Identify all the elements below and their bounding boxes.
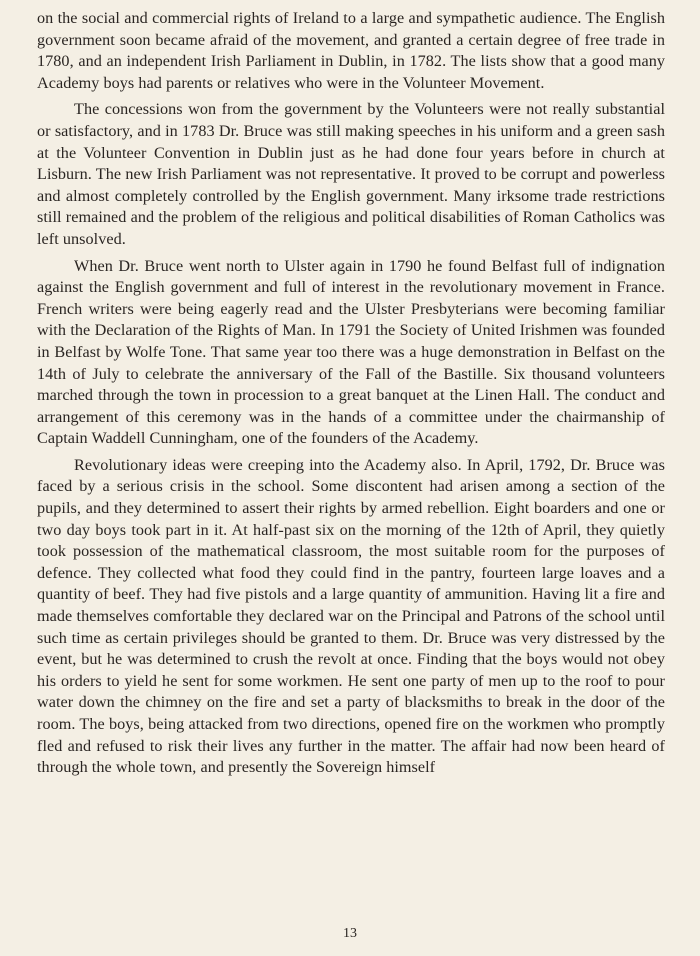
body-text [37,8,665,784]
page-number: 13 [343,926,357,941]
paragraph-volunteers-concessions: The concessions won from the government by the Volunteers were not really substantial or satisfactory, and in 1783 Dr. Bruce was still making speeches in his uniform and a green sash at the Volunteer Convention in Dublin just as he had done four years before in church at Lisburn. The new Irish Parliament was not representative. It proved to be corrupt and powerless and almost completely controlled by the English government. Many irksome trade restrictions still remained and the problem of the religious and political disabilities of Roman Catholics was left unsolved. [37,100,665,248]
paragraph-academy-revolt: Revolutionary ideas were creeping into the Academy also. In April, 1792, Dr. Bruce was faced by a serious crisis in the school. Some discontent had arisen among a section of the pupils, and they determined to assert their rights by armed rebellion. Eight boarders and one or two day boys took part in it. At half-past six on the morning of the 12th of April, they quietly took possession of the mathematical classroom, the most suitable room for the purposes of defence. They collected what food they could find in the pantry, fourteen large loaves and a quantity of beef. They had five pistols and a large quantity of ammunition. Having lit a fire and made themselves comfortable they declared war on the Principal and Patrons of the school until such time as certain privileges should be granted to them. Dr. Bruce was very distressed by the event, but he was determined to crush the revolt at once. Finding that the boys would not obey his orders to yield he sent for some workmen. He sent one party of men up to the roof to pour water down the chimney on the fire and set a party of blacksmiths to break in the door of the room. The boys, being attacked from two directions, opened fire on the workmen who promptly fled and refused to risk their lives any further in the matter. The affair had now been heard of through the whole town, and presently the Sovereign himself [37,455,665,777]
paragraph-continued: on the social and commercial rights of Ireland to a large and sympathetic audience. The English government soon became afraid of the movement, and granted a certain degree of free trade in 1780, and an independent Irish Parliament in Dublin, in 1782. The lists show that a good many Academy boys had parents or relatives who were in the Volunteer Movement. [37,9,665,92]
paragraph-belfast-1790: When Dr. Bruce went north to Ulster again in 1790 he found Belfast full of indignation against the English government and full of interest in the revolutionary movement in France. French writers were being eagerly read and the Ulster Presbyterians were becoming familiar with the Declaration of the Rights of Man. In 1791 the Society of United Irishmen was founded in Belfast by Wolfe Tone. That same year too there was a huge demonstration in Belfast on the 14th of July to celebrate the anniversary of the Fall of the Bastille. Six thousand volunteers marched through the town in procession to a great banquet at the Linen Hall. The conduct and arrangement of this ceremony was in the hands of a committee under the chairmanship of Captain Waddell Cunningham, one of the founders of the Academy. [37,256,665,448]
